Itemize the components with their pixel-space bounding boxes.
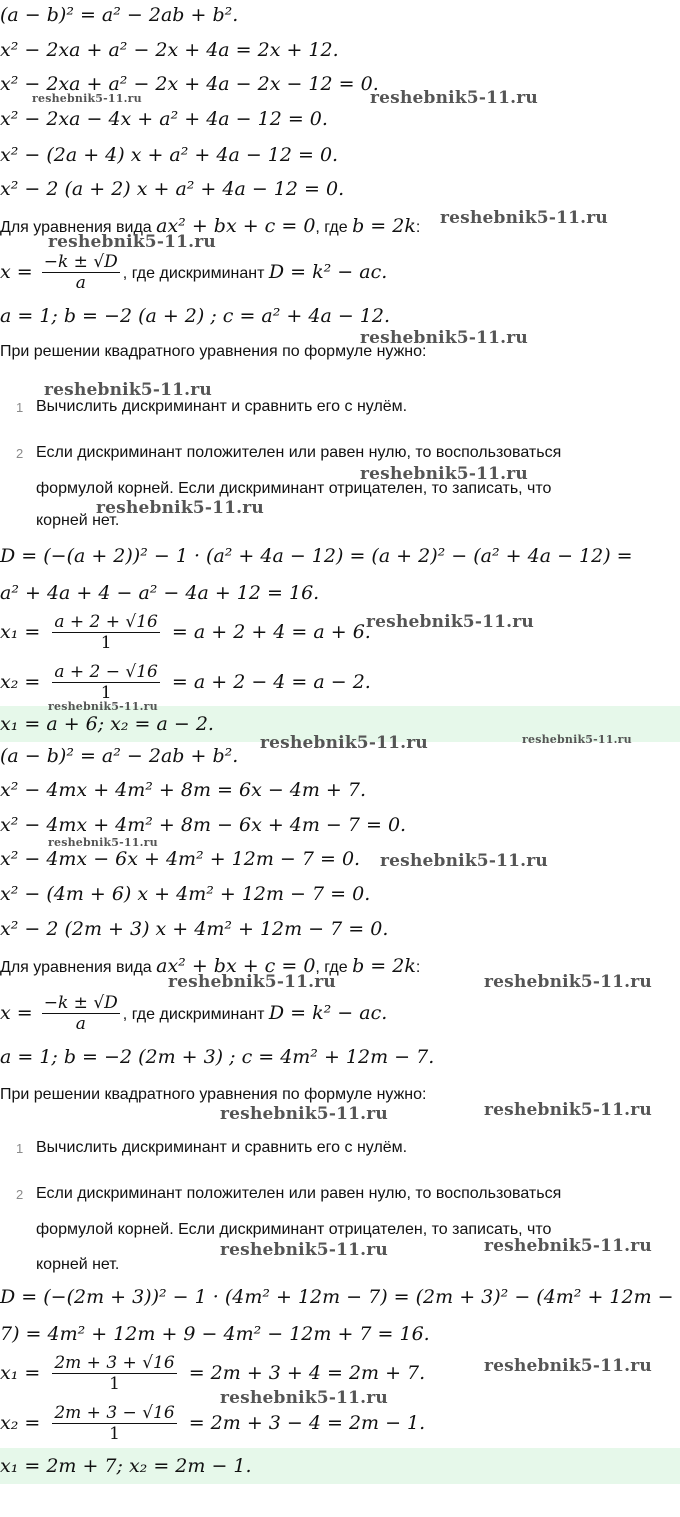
- formula-fraction: [42, 252, 120, 294]
- root-fraction: [52, 612, 160, 654]
- root-formula: [0, 252, 387, 294]
- coefficients-line: a = 1; b = −2 (2m + 3) ; c = 4m² + 12m − 7.: [0, 1046, 435, 1068]
- equation-line: x² − 2xa − 4x + a² + 4a − 12 = 0.: [0, 108, 328, 130]
- method-step-1: Вычислить дискриминант и сравнить его с нулём.: [36, 1139, 408, 1156]
- watermark: reshebnik5-11.ru: [360, 328, 528, 348]
- rule-text: Для уравнения вида: [0, 959, 157, 976]
- discriminant-calc: D = (−(a + 2))² − 1 · (a² + 4a − 12) = (a + 2)² − (a² + 4a − 12) =: [0, 545, 633, 567]
- list-number: 1: [16, 1141, 24, 1156]
- root-x2: [0, 1403, 425, 1445]
- root-lhs: x₁ =: [0, 1361, 41, 1384]
- root-rhs: = 2m + 3 − 4 = 2m − 1.: [188, 1411, 426, 1434]
- method-step-2-cont: формулой корней. Если дискриминант отрицателен, то записать, что: [36, 1221, 552, 1238]
- rule-condition: b = 2k: [352, 955, 416, 977]
- watermark: reshebnik5-11.ru: [440, 208, 608, 228]
- root-fraction: [52, 1403, 176, 1445]
- watermark: reshebnik5-11.ru: [220, 1104, 388, 1124]
- root-x1: [0, 612, 371, 654]
- rule-end: :: [415, 219, 421, 236]
- equation-line: x² − 4mx + 4m² + 8m − 6x + 4m − 7 = 0.: [0, 814, 407, 836]
- rule-where: , где: [315, 959, 353, 976]
- equation-line: x² − 2xa + a² − 2x + 4a − 2x − 12 = 0.: [0, 73, 379, 95]
- watermark: reshebnik5-11.ru: [484, 972, 652, 992]
- watermark: reshebnik5-11.ru: [44, 380, 212, 400]
- watermark: reshebnik5-11.ru: [96, 498, 264, 518]
- equation-line: x² − 4mx + 4m² + 8m = 6x − 4m + 7.: [0, 779, 367, 801]
- root-x2: [0, 662, 371, 704]
- watermark: reshebnik5-11.ru: [48, 700, 158, 713]
- equation-line: x² − 2 (2m + 3) x + 4m² + 12m − 7 = 0.: [0, 918, 389, 940]
- watermark: reshebnik5-11.ru: [220, 1240, 388, 1260]
- discriminant-calc: 7) = 4m² + 12m + 9 − 4m² − 12m + 7 = 16.: [0, 1323, 430, 1345]
- method-step-2-cont: формулой корней. Если дискриминант отрицателен, то записать, что: [36, 480, 552, 497]
- method-step-2-cont: корней нет.: [36, 1256, 120, 1273]
- equation-line: x² − 4mx − 6x + 4m² + 12m − 7 = 0.: [0, 848, 361, 870]
- root-fraction: [52, 662, 160, 704]
- formula-lhs: x =: [0, 1001, 33, 1024]
- fraction-denominator: 1: [109, 1374, 120, 1395]
- formula-lhs: x =: [0, 260, 33, 283]
- method-step-2: Если дискриминант положителен или равен нулю, то воспользоваться: [36, 444, 562, 461]
- rule-math: ax² + bx + c = 0: [156, 215, 316, 237]
- method-step-2-cont: корней нет.: [36, 512, 120, 529]
- fraction-numerator: a + 2 − √16: [54, 662, 158, 682]
- method-intro: При решении квадратного уравнения по формуле нужно:: [0, 1086, 427, 1103]
- watermark: reshebnik5-11.ru: [484, 1356, 652, 1376]
- fraction-numerator: 2m + 3 + √16: [54, 1353, 175, 1373]
- coefficients-line: a = 1; b = −2 (a + 2) ; c = a² + 4a − 12.: [0, 305, 391, 327]
- watermark: reshebnik5-11.ru: [370, 88, 538, 108]
- answer-line: x₁ = 2m + 7; x₂ = 2m − 1.: [0, 1455, 252, 1477]
- watermark: reshebnik5-11.ru: [168, 972, 336, 992]
- equation-line: x² − (4m + 6) x + 4m² + 12m − 7 = 0.: [0, 883, 371, 905]
- fraction-denominator: a: [75, 273, 86, 294]
- discriminant-text: , где дискриминант: [122, 1005, 269, 1023]
- rule-math: ax² + bx + c = 0: [156, 955, 316, 977]
- method-intro: При решении квадратного уравнения по формуле нужно:: [0, 343, 427, 360]
- fraction-denominator: a: [75, 1014, 86, 1035]
- list-number: 2: [16, 1187, 24, 1202]
- discriminant-formula: D = k² − ac.: [268, 1001, 388, 1024]
- fraction-numerator: 2m + 3 − √16: [54, 1403, 175, 1423]
- watermark: reshebnik5-11.ru: [366, 612, 534, 632]
- equation-line: x² − 2xa + a² − 2x + 4a = 2x + 12.: [0, 39, 339, 61]
- root-lhs: x₂ =: [0, 1411, 41, 1434]
- fraction-numerator: −k ± √D: [43, 252, 118, 272]
- watermark: reshebnik5-11.ru: [48, 232, 216, 252]
- method-step-1: Вычислить дискриминант и сравнить его с нулём.: [36, 398, 408, 415]
- discriminant-calc: a² + 4a + 4 − a² − 4a + 12 = 16.: [0, 582, 320, 604]
- watermark: reshebnik5-11.ru: [522, 733, 632, 746]
- root-formula: [0, 993, 387, 1035]
- watermark: reshebnik5-11.ru: [260, 733, 428, 753]
- root-rhs: = a + 2 − 4 = a − 2.: [171, 670, 371, 693]
- rule-condition: b = 2k: [352, 215, 416, 237]
- equation-line: x² − (2a + 4) x + a² + 4a − 12 = 0.: [0, 144, 339, 166]
- discriminant-text: , где дискриминант: [122, 264, 269, 282]
- list-number: 2: [16, 446, 24, 461]
- discriminant-calc: D = (−(2m + 3))² − 1 · (4m² + 12m − 7) = (2m + 3)² − (4m² + 12m −: [0, 1286, 674, 1308]
- root-fraction: [52, 1353, 176, 1395]
- root-lhs: x₂ =: [0, 670, 41, 693]
- fraction-denominator: 1: [109, 1424, 120, 1445]
- identity-line: (a − b)² = a² − 2ab + b².: [0, 745, 239, 767]
- fraction-numerator: a + 2 + √16: [54, 612, 158, 632]
- fraction-numerator: −k ± √D: [43, 993, 118, 1013]
- watermark: reshebnik5-11.ru: [32, 92, 142, 105]
- watermark: reshebnik5-11.ru: [484, 1100, 652, 1120]
- watermark: reshebnik5-11.ru: [380, 851, 548, 871]
- root-rhs: = a + 2 + 4 = a + 6.: [171, 620, 371, 643]
- watermark: reshebnik5-11.ru: [220, 1388, 388, 1408]
- discriminant-formula: D = k² − ac.: [268, 260, 388, 283]
- watermark: reshebnik5-11.ru: [484, 1236, 652, 1256]
- rule-end: :: [415, 959, 421, 976]
- root-rhs: = 2m + 3 + 4 = 2m + 7.: [188, 1361, 426, 1384]
- rule-where: , где: [315, 219, 353, 236]
- equation-line: x² − 2 (a + 2) x + a² + 4a − 12 = 0.: [0, 178, 345, 200]
- rule-text: Для уравнения вида: [0, 219, 157, 236]
- answer-line: x₁ = a + 6; x₂ = a − 2.: [0, 713, 214, 735]
- identity-line: (a − b)² = a² − 2ab + b².: [0, 4, 239, 26]
- fraction-denominator: 1: [100, 633, 112, 654]
- watermark: reshebnik5-11.ru: [48, 836, 158, 849]
- fraction-denominator: 1: [100, 683, 112, 704]
- method-step-2: Если дискриминант положителен или равен нулю, то воспользоваться: [36, 1185, 562, 1202]
- formula-fraction: [42, 993, 120, 1035]
- root-lhs: x₁ =: [0, 620, 41, 643]
- list-number: 1: [16, 400, 24, 415]
- watermark: reshebnik5-11.ru: [360, 464, 528, 484]
